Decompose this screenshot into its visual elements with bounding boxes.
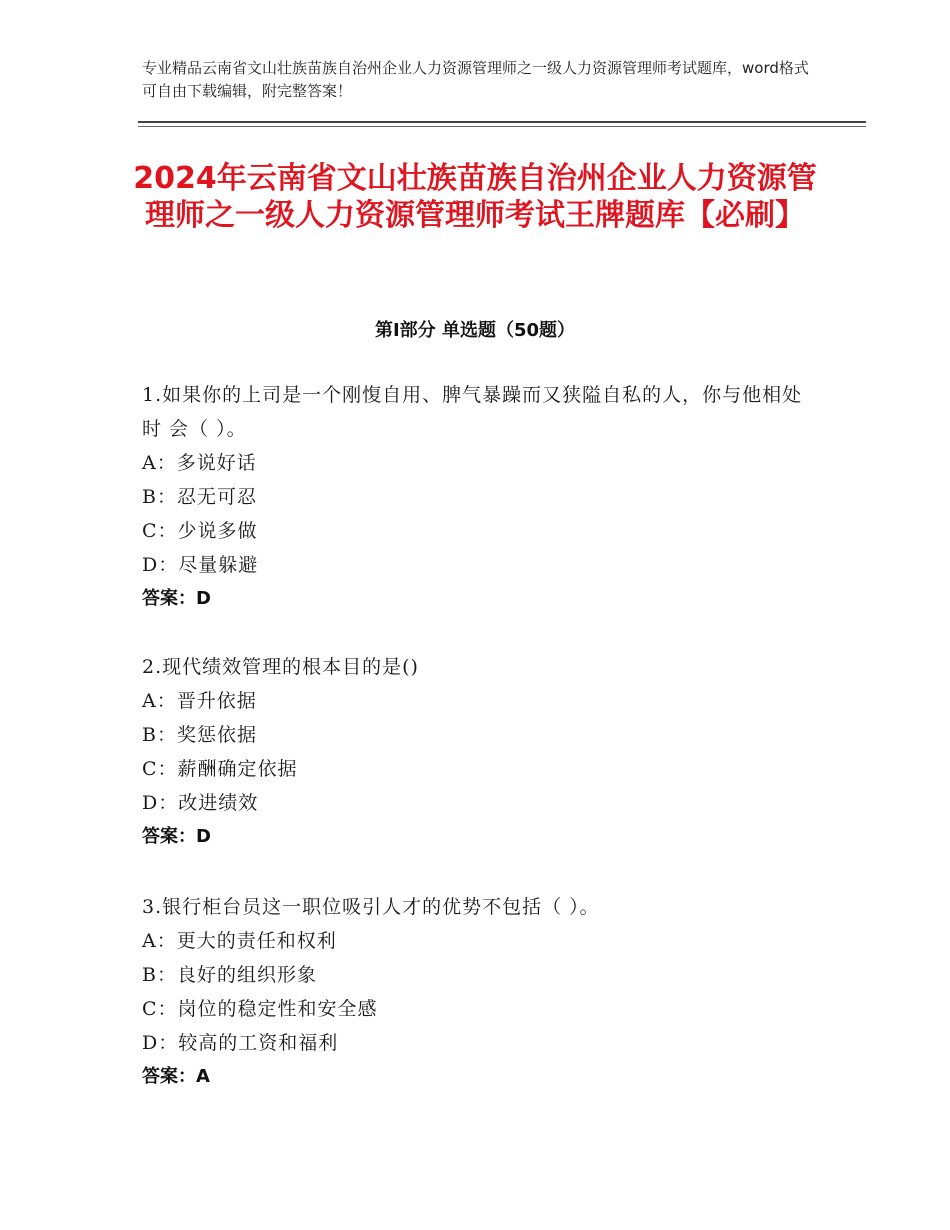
answer-line: 答案：A: [142, 1066, 210, 1087]
question-stem: 1.如果你的上司是一个刚愎自用、脾气暴躁而又狭隘自私的人，你与他相处时 会（ ）。: [142, 384, 803, 440]
option-b: B：良好的组织形象: [142, 964, 317, 986]
option-c: C：薪酬确定依据: [142, 758, 298, 780]
question-block: [142, 650, 822, 854]
answer-line: 答案：D: [142, 588, 211, 609]
option-c: C：少说多做: [142, 520, 258, 542]
option-c: C：岗位的稳定性和安全感: [142, 998, 378, 1020]
option-a: A：多说好话: [142, 452, 257, 474]
question-stem: 2.现代绩效管理的根本目的是(): [142, 656, 419, 678]
header-divider-thin: [138, 126, 866, 127]
question-block: [142, 378, 822, 616]
document-title: 2024年云南省文山壮族苗族自治州企业人力资源管理师之一级人力资源管理师考试王牌题库【必刷】: [133, 161, 817, 233]
option-b: B：忍无可忍: [142, 486, 257, 508]
option-d: D：较高的工资和福利: [142, 1032, 339, 1054]
option-d: D：改进绩效: [142, 792, 259, 814]
option-b: B：奖惩依据: [142, 724, 257, 746]
question-stem: 3.银行柜台员这一职位吸引人才的优势不包括（ ）。: [142, 896, 600, 918]
option-d: D：尽量躲避: [142, 554, 259, 576]
header-divider-thick: [138, 121, 866, 123]
question-block: [142, 890, 822, 1094]
section-heading: 第Ⅰ部分 单选题（50题）: [374, 320, 575, 341]
header-note: 专业精品云南省文山壮族苗族自治州企业人力资源管理师之一级人力资源管理师考试题库，word格式可自由下载编辑，附完整答案！: [142, 59, 809, 100]
answer-line: 答案：D: [142, 826, 211, 847]
option-a: A：晋升依据: [142, 690, 257, 712]
option-a: A：更大的责任和权利: [142, 930, 337, 952]
